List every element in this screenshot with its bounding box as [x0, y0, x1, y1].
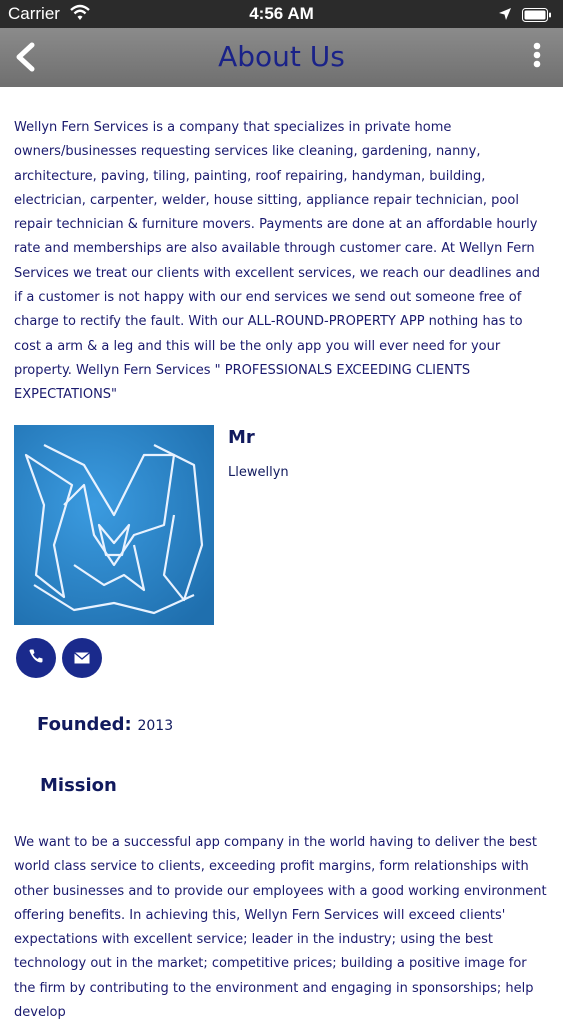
envelope-icon [74, 649, 90, 668]
about-description: Wellyn Fern Services is a company that specializes in private home owners/businesses requesting services like cleaning, gardening, nanny, architecture, paving, tiling, painting, roof repairing, handyman, building, electrician, carpenter, welder, house sitting, appliance repair technician, pool repair technician & furniture movers. Payments are done at an affordable hourly rate and memberships are also available through customer care. At Wellyn Fern Services we treat our clients with excellent services, we reach our deadlines and if a customer is not happy with our end services we send out someone free of charge to rectify the fault. With our ALL-ROUND-PROPERTY APP nothing has to cost a arm & a leg and this will be the only app you will ever need for your property. Wellyn Fern Services " PROFESSIONALS EXCEEDING CLIENTS EXPECTATIONS" [14, 120, 540, 403]
status-bar [0, 0, 563, 28]
page-title: About Us [218, 40, 345, 73]
email-button[interactable] [62, 638, 102, 678]
navigation-bar [0, 28, 563, 87]
founded-year: 2013 [137, 718, 174, 734]
more-vertical-icon[interactable] [524, 42, 550, 72]
mission-text: We want to be a successful app company in the world having to deliver the best world class service to clients, exceeding profit margins, form relationships with other businesses and to provide our employees with a good working environment offering benefits. In achieving this, Wellyn Fern Services will exceed clients' expectations with excellent service; leader in the industry; using the best technology out in the market; competitive prices; building a positive image for the firm by contributing to the environment and engaging in sponsorships; help develop [14, 835, 547, 1021]
founded-info [37, 714, 173, 735]
mission-heading: Mission [40, 775, 117, 796]
company-logo [14, 425, 214, 625]
carrier-label: Carrier [8, 4, 60, 23]
battery-icon [522, 7, 552, 21]
content-area[interactable] [0, 87, 563, 1021]
phone-icon [28, 648, 44, 668]
call-button[interactable] [16, 638, 56, 678]
location-arrow-icon [498, 6, 512, 20]
clock: 4:56 AM [249, 4, 314, 23]
contact-title: Mr [228, 427, 255, 448]
founded-label: Founded: [37, 714, 132, 735]
contact-name: Llewellyn [228, 465, 289, 480]
